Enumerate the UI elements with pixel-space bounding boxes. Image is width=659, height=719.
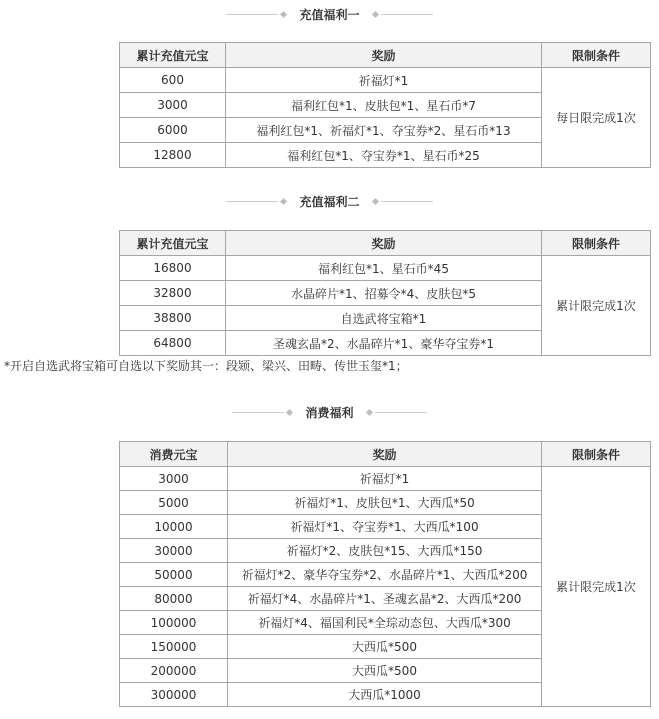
reward-cell: 祈福灯*1、皮肤包*1、大西瓜*50 [228, 491, 542, 515]
diamond-icon [280, 10, 287, 17]
divider-line [226, 14, 278, 15]
header-limit: 限制条件 [542, 442, 651, 467]
recharge-2-table [119, 230, 651, 356]
reward-cell: 祈福灯*4、水晶碎片*1、圣魂玄晶*2、大西瓜*200 [228, 587, 542, 611]
reward-cell: 水晶碎片*1、招募令*4、皮肤包*5 [226, 281, 542, 306]
amount-cell: 38800 [120, 306, 226, 331]
diamond-icon [280, 197, 287, 204]
header-reward: 奖励 [226, 43, 542, 68]
amount-cell: 10000 [120, 515, 228, 539]
header-amount: 累计充值元宝 [120, 43, 226, 68]
diamond-icon [365, 408, 372, 415]
reward-cell: 祈福灯*1、夺宝券*1、大西瓜*100 [228, 515, 542, 539]
divider-line [232, 412, 284, 413]
table-row [120, 68, 651, 93]
amount-cell: 600 [120, 68, 226, 93]
consumption-table [119, 441, 651, 707]
table-header-row [120, 231, 651, 256]
limit-cell: 累计限完成1次 [542, 467, 651, 707]
reward-cell: 祈福灯*2、豪华夺宝券*2、水晶碎片*1、大西瓜*200 [228, 563, 542, 587]
reward-cell: 祈福灯*4、福国利民*全琮动态包、大西瓜*300 [228, 611, 542, 635]
amount-cell: 30000 [120, 539, 228, 563]
header-limit: 限制条件 [542, 231, 651, 256]
divider-line [381, 14, 433, 15]
reward-cell: 福利红包*1、祈福灯*1、夺宝券*2、星石币*13 [226, 118, 542, 143]
table-row [120, 467, 651, 491]
reward-cell: 福利红包*1、星石币*45 [226, 256, 542, 281]
header-limit: 限制条件 [542, 43, 651, 68]
section-title-text: 消费福利 [305, 405, 354, 420]
reward-cell: 大西瓜*1000 [228, 683, 542, 707]
optional-chest-note: *开启自选武将宝箱可自选以下奖励其一：段颎、梁兴、田畴、传世玉玺*1； [4, 359, 408, 373]
amount-cell: 200000 [120, 659, 228, 683]
diamond-icon [371, 10, 378, 17]
diamond-icon [286, 408, 293, 415]
reward-cell: 祈福灯*1 [228, 467, 542, 491]
reward-cell: 圣魂玄晶*2、水晶碎片*1、豪华夺宝券*1 [226, 331, 542, 356]
section-title-recharge-1 [0, 4, 659, 24]
section-title-recharge-2 [0, 191, 659, 211]
reward-cell: 祈福灯*2、皮肤包*15、大西瓜*150 [228, 539, 542, 563]
limit-cell: 累计限完成1次 [542, 256, 651, 356]
section-title-text: 充值福利二 [299, 194, 360, 209]
reward-cell: 福利红包*1、皮肤包*1、星石币*7 [226, 93, 542, 118]
header-reward: 奖励 [226, 231, 542, 256]
amount-cell: 3000 [120, 93, 226, 118]
table-row [120, 256, 651, 281]
divider-line [226, 201, 278, 202]
reward-cell: 大西瓜*500 [228, 635, 542, 659]
amount-cell: 12800 [120, 143, 226, 168]
table-header-row [120, 43, 651, 68]
reward-cell: 祈福灯*1 [226, 68, 542, 93]
amount-cell: 32800 [120, 281, 226, 306]
amount-cell: 5000 [120, 491, 228, 515]
amount-cell: 100000 [120, 611, 228, 635]
amount-cell: 50000 [120, 563, 228, 587]
amount-cell: 3000 [120, 467, 228, 491]
amount-cell: 64800 [120, 331, 226, 356]
header-reward: 奖励 [228, 442, 542, 467]
divider-line [381, 201, 433, 202]
header-amount: 消费元宝 [120, 442, 228, 467]
limit-cell: 每日限完成1次 [542, 68, 651, 168]
section-title-consumption [0, 402, 659, 422]
amount-cell: 150000 [120, 635, 228, 659]
amount-cell: 6000 [120, 118, 226, 143]
reward-cell: 大西瓜*500 [228, 659, 542, 683]
header-amount: 累计充值元宝 [120, 231, 226, 256]
amount-cell: 80000 [120, 587, 228, 611]
reward-cell: 自选武将宝箱*1 [226, 306, 542, 331]
table-header-row [120, 442, 651, 467]
diamond-icon [371, 197, 378, 204]
divider-line [375, 412, 427, 413]
recharge-1-table [119, 42, 651, 168]
amount-cell: 300000 [120, 683, 228, 707]
amount-cell: 16800 [120, 256, 226, 281]
section-title-text: 充值福利一 [299, 7, 360, 22]
reward-cell: 福利红包*1、夺宝券*1、星石币*25 [226, 143, 542, 168]
